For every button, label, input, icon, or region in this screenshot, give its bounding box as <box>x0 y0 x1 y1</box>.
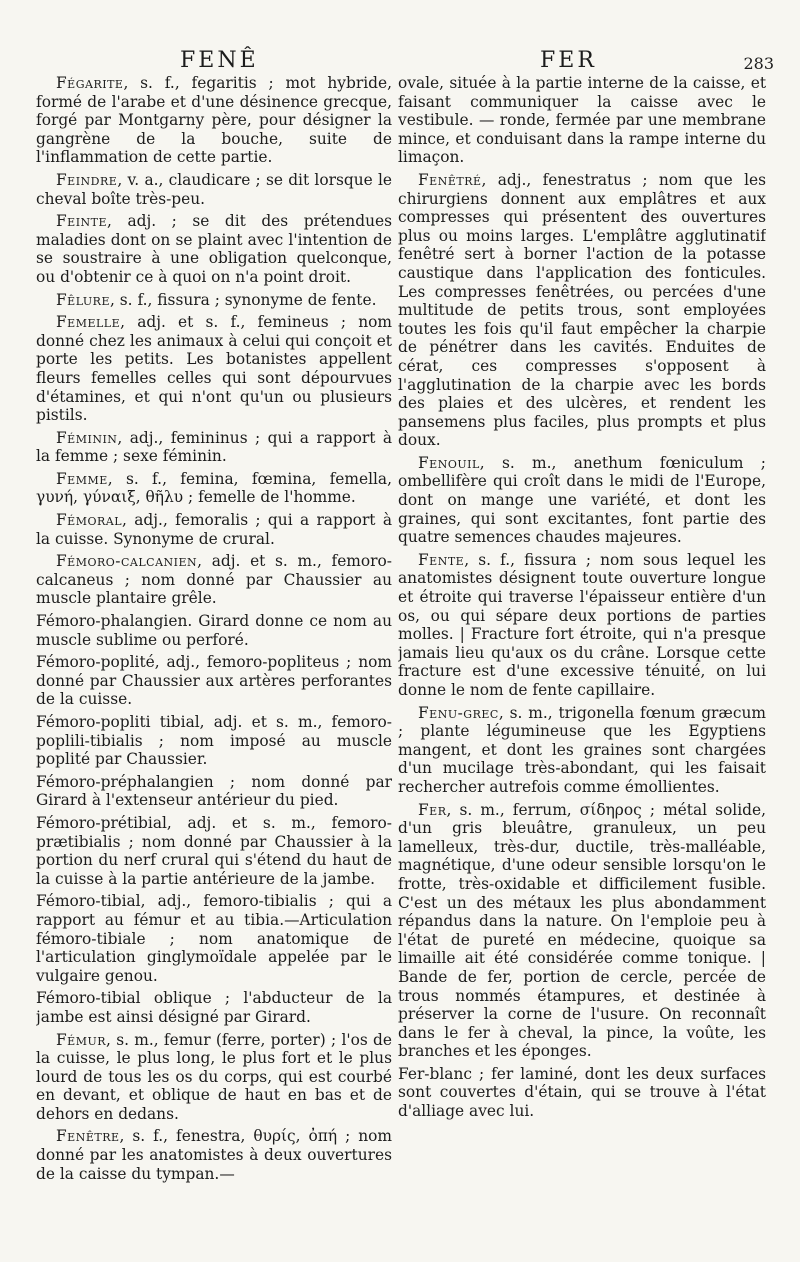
dictionary-entry <box>36 74 392 167</box>
dictionary-entry <box>398 1065 766 1121</box>
entry-headword: Femme <box>56 469 108 488</box>
entry-headword: Fenêtre <box>56 1127 120 1146</box>
entry-headword: Fêlure <box>56 290 110 309</box>
running-head-left: FENÊ <box>180 48 259 73</box>
dictionary-entry <box>36 313 392 425</box>
entry-definition: , s. m., trigonella fœnum græcum ; plante légumineuse que les Egyptiens mangent, et dont les graines sont chargées d'un mucilage très-abondant, qui les faisait rechercher autrefois comme émollientes. <box>398 703 766 796</box>
entry-headword: Fer <box>418 800 447 819</box>
right-column <box>398 74 766 1239</box>
entry-definition: , adj. et s. f., femineus ; nom donné chez les animaux à celui qui conçoit et porte les petits. Les botanistes appellent fleurs femelles celles qui sont dépourvues d'étamines, et qui n'ont qu'un ou plusieurs pistils. <box>36 313 392 425</box>
dictionary-entry <box>36 429 392 466</box>
dictionary-entry <box>398 171 766 450</box>
entry-headword: Féminin <box>56 428 118 447</box>
entry-definition: ovale, située à la partie interne de la caisse, et faisant communiquer la caisse avec le vestibule. — ronde, fermée par une membrane mince, et conduisant dans la rampe interne du limaçon. <box>398 74 766 167</box>
entry-definition: , adj., femoralis ; qui a rapport à la cuisse. Synonyme de crural. <box>36 511 392 548</box>
dictionary-entry <box>36 171 392 208</box>
dictionary-entry <box>36 989 392 1026</box>
entry-definition: Fémoro-popliti tibial, adj. et s. m., femoro-poplili-tibialis ; nom imposé au muscle poplité par Chaussier. <box>36 713 392 769</box>
dictionary-entry <box>398 74 766 167</box>
dictionary-entry <box>36 212 392 286</box>
entry-headword: Fenu-grec <box>418 703 499 722</box>
dictionary-entry <box>36 653 392 709</box>
entry-definition: Fémoro-poplité, adj., femoro-popliteus ; nom donné par Chaussier aux artères perforantes de la cuisse. <box>36 653 392 709</box>
entry-headword: Fémur <box>56 1030 107 1049</box>
entry-definition: , s. f., fegaritis ; mot hybride, formé de l'arabe et d'une désinence grecque, forgé par Montgarny père, pour désigner la gangrène de la bouche, suite de l'inflammation de cette partie. <box>36 74 392 167</box>
entry-definition: Fer-blanc ; fer laminé, dont les deux surfaces sont couvertes d'étain, qui se trouve à l'état d'alliage avec lui. <box>398 1064 766 1121</box>
dictionary-entry <box>36 291 392 310</box>
entry-definition: , adj., fenestratus ; nom que les chirurgiens donnent aux emplâtres et aux compresses qui présentent des ouvertures plus ou moins larges. L'emplâtre agglutinatif fenêtré sert à borner l'action de la potasse caustique dans l'application des fonticules. Les compresses fenêtrées, ou percées d'une multitude de petits trous, sont employées toutes les fois qu'il faut empêcher la charpie de pénétrer dans les cavités. Enduites de cérat, ces compresses s'opposent à l'agglutination de la charpie avec les bords des plaies et des ulcères, et rendent les pansemens plus faciles, plus prompts et plus doux. <box>398 170 766 450</box>
entry-definition: , s. f., fissura ; nom sous lequel les anatomistes désignent toute ouverture longue et étroite qui traverse l'épaisseur entière d'un os, ou qui sépare deux portions de parties molles. | Fracture fort étroite, qui n'a presque jamais lieu qu'aux os du crâne. Lorsque cette fracture est d'une excessive ténuité, on lui donne le nom de fente capillaire. <box>398 550 766 699</box>
entry-definition: Fémoro-prétibial, adj. et s. m., femoro-prætibialis ; nom donné par Chaussier à la portion du nerf crural qui s'étend du haut de la cuisse à la partie antérieure de la jambe. <box>36 813 392 888</box>
dictionary-entry <box>36 713 392 769</box>
dictionary-entry <box>36 470 392 507</box>
entry-headword: Feindre <box>56 170 118 189</box>
dictionary-entry <box>398 704 766 797</box>
dictionary-entry <box>36 552 392 608</box>
entry-definition: , adj. ; se dit des prétendues maladies dont on se plaint avec l'intention de se soustraire à une obligation quelconque, ou d'obtenir ce à quoi on n'a point droit. <box>36 212 392 286</box>
dictionary-entry <box>36 892 392 985</box>
entry-headword: Fégarite <box>56 74 124 92</box>
entry-definition: , adj., femininus ; qui a rapport à la femme ; sexe féminin. <box>36 428 392 466</box>
entry-definition: , s. m., anethum fœniculum ; ombellifère qui croît dans le midi de l'Europe, dont on mange une variété, et dont les graines, qui sont excitantes, font partie des quatre semences chaudes majeures. <box>398 453 766 547</box>
dictionary-entry <box>398 551 766 700</box>
dictionary-entry <box>36 511 392 548</box>
dictionary-entry <box>36 773 392 810</box>
entry-definition: Fémoro-tibial, adj., femoro-tibialis ; qui a rapport au fémur et au tibia.—Articulation fémoro-tibiale ; nom anatomique de l'articulation ginglymoïdale appelée par le vulgaire genou. <box>36 892 392 985</box>
running-head-right: FER <box>540 48 597 73</box>
entry-definition: , s. m., ferrum, σίδηρος ; métal solide, d'un gris bleuâtre, granuleux, un peu lamelleux, très-dur, ductile, très-malléable, magnétique, d'une odeur sensible lorsqu'on le frotte, très-oxidable et difficilement fusible. C'est un des métaux les plus abondamment répandus dans la nature. On l'emploie peu à l'état de pureté en médecine, quoique sa limaille ait été considérée comme tonique. | Bande de fer, portion de cercle, percée de trous nommés étampures, et destinée à préserver la corne de l'usure. On reconnaît dans le fer à cheval, la pince, la voûte, les branches et les éponges. <box>398 800 766 1061</box>
entry-definition: Fémoro-tibial oblique ; l'abducteur de la jambe est ainsi désigné par Girard. <box>36 989 392 1026</box>
entry-headword: Fente <box>418 550 465 569</box>
page-number: 283 <box>743 54 774 73</box>
entry-definition: , s. f., femina, fœmina, femella, γυνή, γύναιξ, θῆλυ ; femelle de l'homme. <box>36 469 392 507</box>
entry-headword: Fémoral <box>56 511 123 530</box>
entry-definition: Fémoro-phalangien. Girard donne ce nom au muscle sublime ou perforé. <box>36 612 392 649</box>
dictionary-entry <box>398 454 766 547</box>
entry-headword: Fémoro-calcanien <box>56 552 198 571</box>
entry-headword: Fenêtré <box>418 170 482 189</box>
dictionary-entry <box>36 612 392 649</box>
entry-headword: Feinte <box>56 212 108 231</box>
dictionary-entry <box>398 801 766 1061</box>
entry-definition: , s. m., femur (ferre, porter) ; l'os de la cuisse, le plus long, le plus fort et le plus lourd de tous les os du corps, qui est courbé en devant, et oblique de haut en bas et de dehors en dedans. <box>36 1030 392 1123</box>
entry-definition: Fémoro-préphalangien ; nom donné par Girard à l'extenseur antérieur du pied. <box>36 772 392 810</box>
entry-definition: , adj. et s. m., femoro-calcaneus ; nom donné par Chaussier au muscle plantaire grêle. <box>36 552 392 608</box>
entry-headword: Femelle <box>56 313 121 332</box>
left-column <box>36 74 392 1239</box>
dictionary-entry <box>36 1127 392 1183</box>
dictionary-entry <box>36 1031 392 1124</box>
dictionary-entry <box>36 814 392 888</box>
entry-definition: , s. f., fissura ; synonyme de fente. <box>110 290 377 309</box>
entry-definition: , v. a., claudicare ; se dit lorsque le cheval boîte très-peu. <box>36 170 392 208</box>
entry-headword: Fenouil <box>418 453 480 472</box>
entry-definition: , s. f., fenestra, θυρίς, ὀπή ; nom donné par les anatomistes à deux ouvertures de la caisse du tympan.— <box>36 1127 392 1183</box>
